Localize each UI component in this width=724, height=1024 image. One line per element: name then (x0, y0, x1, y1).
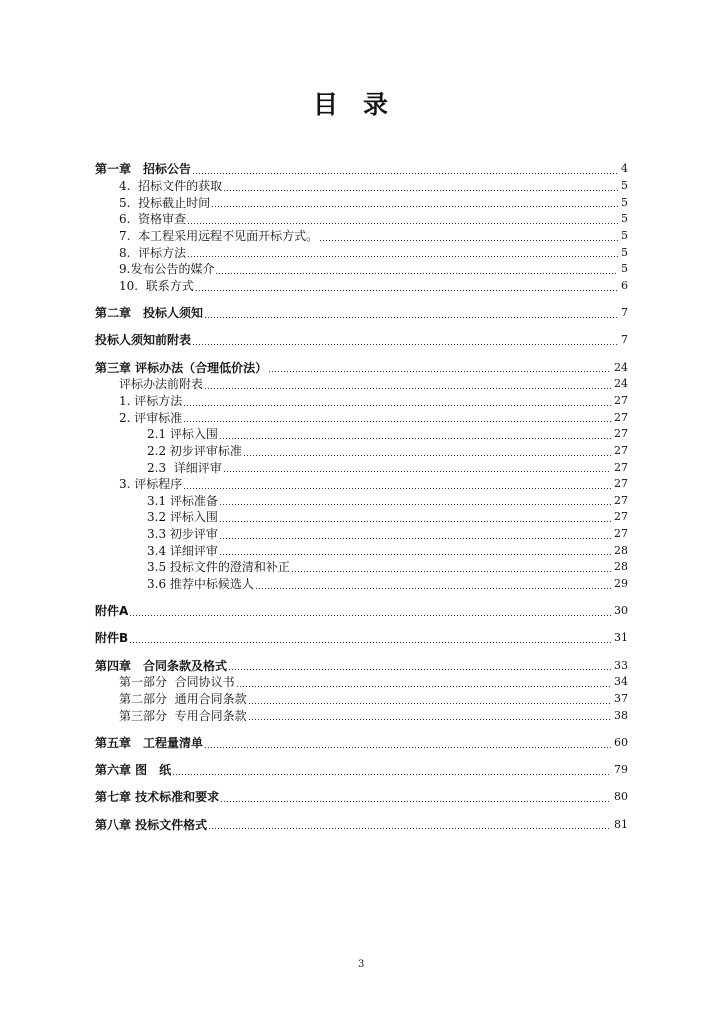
toc-entry (95, 658, 628, 675)
toc-entry-label: 第八章 投标文件格式 (95, 817, 208, 832)
toc-entry-label: 8. 评标方法 (119, 245, 187, 260)
toc-title: 目 录 (313, 90, 389, 119)
toc-entry (95, 426, 628, 443)
toc-entry (95, 630, 628, 647)
table-of-contents (95, 162, 628, 834)
toc-entry (95, 576, 628, 593)
toc-entry-page-number: 37 (614, 691, 628, 705)
leader-dots (224, 471, 611, 472)
toc-entry-page-number: 27 (614, 410, 628, 424)
leader-dots (320, 240, 618, 241)
toc-entry (95, 460, 628, 477)
leader-dots (220, 438, 611, 439)
toc-entry-label: 评标办法前附表 (119, 377, 204, 392)
toc-entry-label: 9.发布公告的媒介 (119, 262, 215, 277)
leader-dots (193, 173, 618, 174)
toc-entry-page-number: 81 (614, 817, 628, 831)
toc-entry-page-number: 29 (614, 577, 628, 590)
toc-entry-label: 3. 评标程序 (119, 477, 183, 492)
toc-entry (95, 162, 628, 179)
toc-entry-page-number: 80 (614, 790, 628, 804)
leader-dots (220, 504, 611, 505)
toc-entry-page-number: 27 (614, 443, 628, 457)
toc-entry-label: 4. 招标文件的获取 (119, 179, 223, 194)
toc-entry-page-number: 5 (621, 212, 628, 226)
leader-dots (229, 669, 611, 670)
leader-dots (130, 642, 611, 643)
toc-entry-page-number: 5 (621, 262, 628, 276)
leader-dots (193, 344, 618, 345)
toc-entry-page-number: 27 (614, 527, 628, 541)
toc-entry (95, 178, 628, 195)
leader-dots (220, 521, 611, 522)
toc-entry-label: 第三部分 专用合同条款 (119, 708, 247, 723)
toc-entry (95, 674, 628, 691)
toc-entry-label: 10. 联系方式 (119, 278, 194, 293)
toc-entry (95, 211, 628, 228)
leader-dots (205, 388, 611, 389)
toc-entry-label: 第一章 招标公告 (95, 162, 192, 177)
leader-dots (220, 554, 611, 555)
page-number: 3 (358, 959, 365, 970)
toc-entry-page-number: 34 (614, 675, 628, 689)
toc-entry (95, 195, 628, 212)
toc-entry (95, 735, 628, 752)
toc-entry-page-number: 28 (614, 543, 628, 557)
toc-entry-page-number: 4 (621, 162, 628, 176)
toc-entry (95, 543, 628, 560)
leader-dots (216, 273, 618, 274)
leader-dots (220, 538, 611, 539)
toc-entry-page-number: 60 (614, 735, 628, 749)
toc-entry-page-number: 27 (614, 493, 628, 507)
toc-entry-label: 第七章 技术标准和要求 (95, 790, 220, 805)
toc-entry (95, 526, 628, 543)
toc-entry (95, 817, 628, 834)
toc-entry-page-number: 33 (614, 658, 628, 672)
leader-dots (224, 190, 618, 191)
toc-entry (95, 360, 628, 377)
leader-dots (269, 371, 611, 372)
leader-dots (237, 686, 611, 687)
toc-entry-label: 6. 资格审查 (119, 212, 187, 227)
toc-entry (95, 228, 628, 245)
toc-entry-label: 附件A (95, 604, 129, 619)
toc-entry-page-number: 79 (614, 763, 628, 777)
leader-dots (188, 256, 618, 257)
toc-entry-label: 2. 评审标准 (119, 410, 183, 425)
leader-dots (292, 571, 611, 572)
toc-entry-page-number: 7 (621, 333, 628, 347)
leader-dots (209, 828, 611, 829)
toc-entry-label: 3.4 详细评审 (147, 543, 218, 558)
toc-entry-label: 2.1 评标入围 (147, 427, 218, 442)
toc-entry-label: 第六章 图 纸 (95, 763, 172, 778)
leader-dots (173, 774, 611, 775)
leader-dots (205, 747, 611, 748)
toc-entry-page-number: 24 (614, 377, 628, 391)
leader-dots (212, 206, 618, 207)
toc-entry (95, 332, 628, 349)
toc-entry-page-number: 5 (621, 195, 628, 209)
leader-dots (184, 405, 611, 406)
toc-entry-page-number: 24 (614, 360, 628, 374)
toc-entry-page-number: 28 (614, 560, 628, 574)
toc-entry (95, 376, 628, 393)
toc-entry-label: 第五章 工程量清单 (95, 735, 204, 750)
toc-entry-label: 投标人须知前附表 (95, 333, 192, 348)
toc-entry (95, 708, 628, 725)
toc-entry-label: 第三章 评标办法（合理低价法） (95, 360, 268, 375)
toc-entry (95, 559, 628, 576)
toc-entry-label: 2.2 初步评审标准 (147, 443, 242, 458)
toc-entry (95, 603, 628, 620)
toc-entry-label: 3.1 评标准备 (147, 493, 218, 508)
toc-entry (95, 261, 628, 278)
toc-entry-label: 第二章 投标人须知 (95, 306, 204, 321)
leader-dots (244, 455, 611, 456)
leader-dots (184, 488, 611, 489)
toc-entry (95, 278, 628, 295)
toc-entry (95, 691, 628, 708)
toc-entry-label: 3.2 评标入围 (147, 510, 218, 525)
toc-entry-label: 附件B (95, 631, 129, 646)
toc-entry-label: 7. 本工程采用远程不见面开标方式。 (119, 229, 319, 244)
toc-entry-label: 第二部分 通用合同条款 (119, 691, 247, 706)
toc-entry-page-number: 5 (621, 179, 628, 193)
leader-dots (188, 223, 618, 224)
toc-entry-label: 第四章 合同条款及格式 (95, 658, 228, 673)
toc-entry (95, 476, 628, 493)
toc-entry-page-number: 31 (614, 631, 628, 645)
toc-entry-label: 2.3 详细评审 (147, 460, 222, 475)
toc-entry-page-number: 30 (614, 604, 628, 618)
toc-entry-page-number: 7 (621, 306, 628, 320)
toc-entry-page-number: 27 (614, 477, 628, 491)
toc-entry-page-number: 5 (621, 229, 628, 243)
leader-dots (130, 615, 611, 616)
toc-entry (95, 410, 628, 427)
toc-entry (95, 789, 628, 806)
toc-entry-page-number: 27 (614, 393, 628, 407)
leader-dots (249, 703, 611, 704)
leader-dots (205, 317, 618, 318)
toc-entry-page-number: 38 (614, 708, 628, 722)
toc-entry-page-number: 27 (614, 427, 628, 441)
toc-entry-label: 第一部分 合同协议书 (119, 675, 235, 690)
toc-entry-page-number: 27 (614, 510, 628, 524)
toc-entry-label: 5. 投标截止时间 (119, 195, 211, 210)
toc-entry (95, 443, 628, 460)
toc-entry-label: 3.3 初步评审 (147, 527, 218, 542)
toc-entry-label: 3.5 投标文件的澄清和补正 (147, 560, 290, 575)
leader-dots (249, 719, 611, 720)
leader-dots (184, 421, 611, 422)
toc-entry-page-number: 5 (621, 245, 628, 259)
toc-entry-page-number: 27 (614, 460, 628, 474)
toc-entry (95, 762, 628, 779)
toc-entry-label: 1. 评标方法 (119, 393, 183, 408)
toc-entry-page-number: 6 (621, 278, 628, 292)
toc-entry (95, 393, 628, 410)
leader-dots (196, 290, 618, 291)
toc-entry-label: 3.6 推荐中标候选人 (147, 577, 254, 591)
toc-entry (95, 493, 628, 510)
leader-dots (256, 588, 611, 589)
toc-entry (95, 305, 628, 322)
leader-dots (221, 801, 611, 802)
toc-entry (95, 509, 628, 526)
toc-entry (95, 245, 628, 262)
